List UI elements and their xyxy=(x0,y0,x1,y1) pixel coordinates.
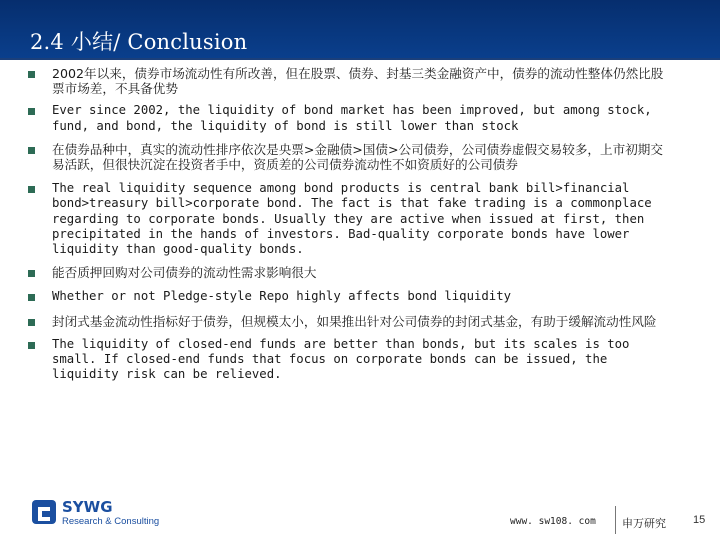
bullet-text: 封闭式基金流动性指标好于债券，但规模太小，如果推出针对公司债券的封闭式基金，有助于缓解流动性风险 xyxy=(52,313,657,329)
bullet-item xyxy=(28,103,668,133)
footer-url: www. sw108. com xyxy=(510,516,596,527)
bullet-marker-icon xyxy=(28,342,35,349)
bullet-marker-icon xyxy=(28,71,35,78)
bullet-item xyxy=(28,181,668,257)
bullet-marker-icon xyxy=(28,319,35,326)
bullet-text: 在债券品种中，真实的流动性排序依次是央票>金融债>国债>公司债券，公司债券虚假交易较多，上市初期交易活跃，但很快沉淀在投资者手中，资质差的公司债券流动性不如资质好的公司债券 xyxy=(52,141,663,173)
sywg-logo-icon xyxy=(30,498,58,526)
bullet-list xyxy=(28,66,668,387)
bullet-text: Ever since 2002, the liquidity of bond market has been improved, but among stock, fund, and bond, the liquidity of bond is still lower than stock xyxy=(52,103,660,133)
bullet-item xyxy=(28,289,668,304)
bullet-marker-icon xyxy=(28,108,35,115)
sywg-logo xyxy=(30,496,160,530)
bullet-text: Whether or not Pledge-style Repo highly affects bond liquidity xyxy=(52,289,512,304)
bullet-item xyxy=(28,265,668,280)
bullet-item xyxy=(28,66,668,96)
bullet-text: The real liquidity sequence among bond products is central bank bill>financial bond>treasury bill>corporate bond. The fact is that fake trading is a commonplace regarding to corporate bonds. Usually they are active when issued at first, then precipitated in the hands of investors. Bad-quality corporate bonds have lower liquidity than good-quality bonds. xyxy=(52,181,660,257)
title-rule xyxy=(0,58,720,60)
footer-brand: 申万研究 xyxy=(622,517,666,530)
bullet-item xyxy=(28,142,668,172)
bullet-marker-icon xyxy=(28,186,35,193)
bullet-item xyxy=(28,314,668,329)
title-bar xyxy=(0,0,720,58)
bullet-text: The liquidity of closed-end funds are better than bonds, but its scales is too small. If closed-end funds that focus on corporate bonds can be issued, the liquidity risk can be relieved. xyxy=(52,336,637,382)
logo-subtitle: Research & Consulting xyxy=(62,516,160,527)
page-number: 15 xyxy=(693,514,706,526)
logo-name: SYWG xyxy=(62,498,113,516)
bullet-text: 2002年以来，债券市场流动性有所改善，但在股票、债券、封基三类金融资产中，债券的流动性整体仍然比股票市场差，不具备优势 xyxy=(52,66,664,97)
bullet-marker-icon xyxy=(28,270,35,277)
bullet-marker-icon xyxy=(28,147,35,154)
bullet-item xyxy=(28,337,668,383)
page-title: 2.4 小结/ Conclusion xyxy=(30,30,248,54)
footer-divider xyxy=(615,506,616,534)
bullet-marker-icon xyxy=(28,294,35,301)
bullet-text: 能否质押回购对公司债券的流动性需求影响很大 xyxy=(52,265,317,281)
